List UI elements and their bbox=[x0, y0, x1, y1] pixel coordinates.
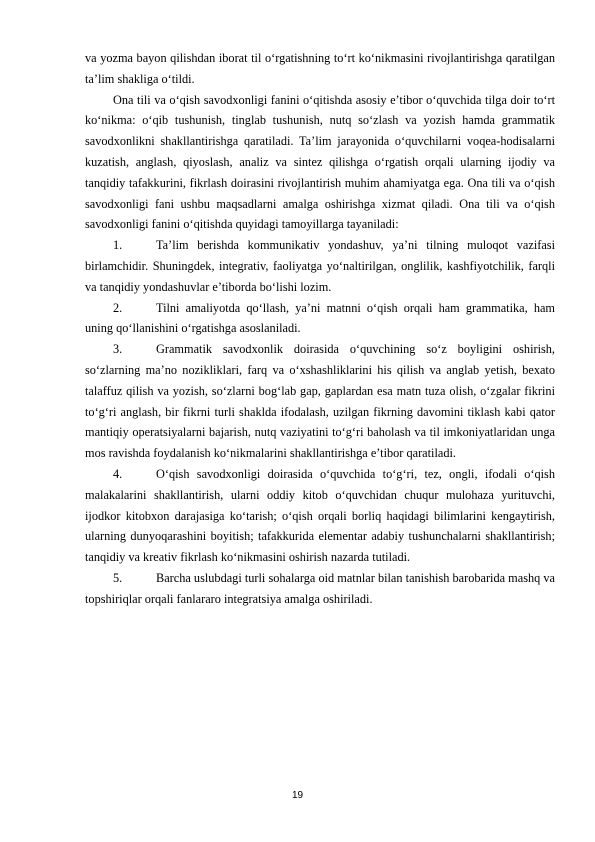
list-item bbox=[85, 464, 555, 568]
list-item-number: 1. bbox=[113, 238, 123, 253]
list-item-text: Tilni amaliyotda qoʻllash, ya’ni matnni oʻqish orqali ham grammatika, ham uning qoʻllanishini oʻrgatishga asoslaniladi. bbox=[85, 300, 555, 336]
list-item-number: 5. bbox=[113, 570, 123, 585]
page-number: 19 bbox=[291, 790, 304, 801]
list-item bbox=[85, 339, 555, 464]
list-item bbox=[85, 298, 555, 340]
list-item-number: 3. bbox=[113, 342, 123, 357]
paragraph-intro: Ona tili va o‘qish savodxonligi fanini o‘qitishda asosiy e’tibor o‘quvchida tilga doir toʻrt koʻnikma: oʻqib tushunish, tinglab tushunish, nutq soʻzlash va yozish hamda grammatik savodxonlikni shakllantirishga qaratiladi. Ta’lim jarayonida o‘quvchilarni voqea-hodisalarni kuzatish, anglash, qiyoslash, analiz va sintez qilishga o‘rgatish orqali ularning ijodiy va tanqidiy tafakkurini, fikrlash doirasini rivojlantirish muhim ahamiyatga ega. Ona tili va o‘qish savodxonligi fani ushbu maqsadlarni amalga oshirishga xizmat qiladi. Ona tili va oʻqish savodxonligi fanini oʻqitishda quyidagi tamoyillarga tayaniladi: bbox=[85, 92, 555, 232]
list-item bbox=[85, 568, 555, 610]
list-item bbox=[85, 235, 555, 297]
list-item-text: Barcha uslubdagi turli sohalarga oid matnlar bilan tanishish barobarida mashq va topshiriqlar orqali fanlararo integratsiya amalga oshiriladi. bbox=[85, 570, 555, 606]
list-item-text: Ta’lim berishda kommunikativ yondashuv, ya’ni tilning muloqot vazifasi birlamchidir. Shuningdek, integrativ, faoliyatga yoʻnaltirilgan, onglilik, kashfiyotchilik, farqli va tanqidiy yondashuvlar e’tiborda boʻlishi lozim. bbox=[85, 238, 555, 294]
list-item-number: 4. bbox=[113, 466, 123, 481]
list-item-text: Oʻqish savodxonligi doirasida oʻquvchida toʻgʻri, tez, ongli, ifodali oʻqish malakalarini shakllantirish, ularni oddiy kitob oʻquvchidan chuqur mulohaza yurituvchi, ijodkor kitobxon darajasiga koʻtarish; oʻqish orqali borliq haqidagi bilimlarini kengaytirish, ularning dunyoqarashini boyitish; tafakkurida elementar adabiy tushunchalarni shakllantirish; tanqidiy va kreativ fikrlash koʻnikmasini oshirish nazarda tutiladi. bbox=[85, 466, 555, 565]
list-item-number: 2. bbox=[113, 300, 123, 315]
paragraph-continuation: va yozma bayon qilishdan iborat til oʻrgatishning toʻrt koʻnikmasini rivojlantirishga qaratilgan ta’lim shakliga oʻtildi. bbox=[85, 51, 555, 86]
document-body bbox=[85, 48, 555, 610]
list-item-text: Grammatik savodxonlik doirasida oʻquvchining soʻz boyligini oshirish, soʻzlarning ma’no nozikliklari, farq va oʻxshashliklarini his qilish va anglab yetish, bexato talaffuz qilish va yozish, soʻzlarni bogʻlab gap, gaplardan esa matn tuza olish, oʻzgalar fikrini toʻgʻri anglash, bir fikrni turli shaklda ifodalash, uzilgan fikrning davomini tiklash kabi qator mantiqiy operatsiyalarni bajarish, nutq vaziyatini toʻgʻri baholash va til imkoniyatlaridan unga mos ravishda foydalanish koʻnikmalarini shakllantirishga e’tibor qaratiladi. bbox=[85, 342, 555, 461]
